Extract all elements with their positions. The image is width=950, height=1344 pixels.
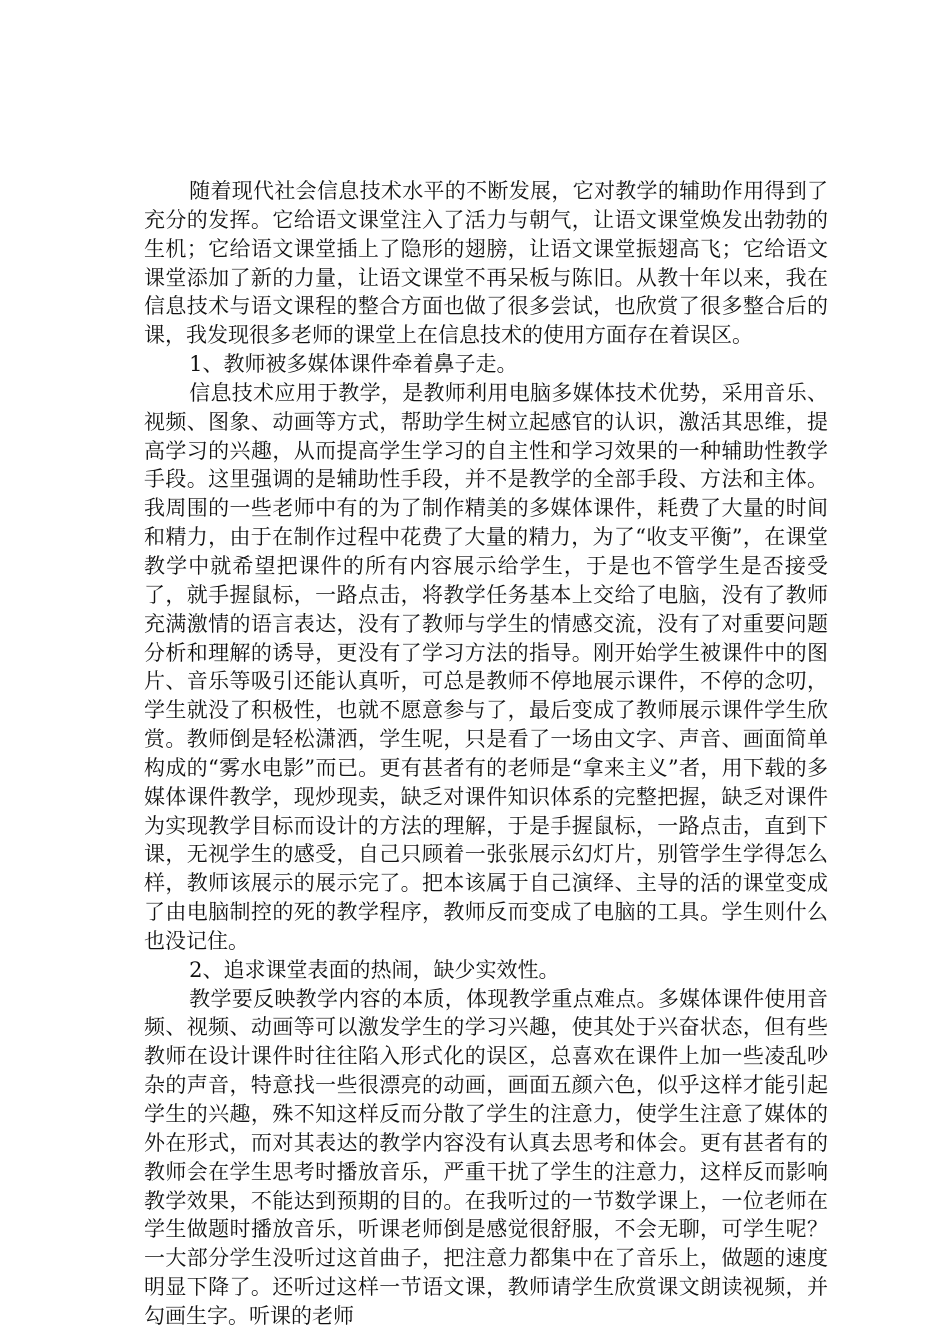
intro-paragraph: 随着现代社会信息技术水平的不断发展，它对教学的辅助作用得到了充分的发挥。它给语文课堂注入了活力与朝气，让语文课堂焕发出勃勃的生机；它给语文课堂插上了隐形的翅膀，让语文课堂振翅高飞；它给语文课堂添加了新的力量，让语文课堂不再呆板与陈旧。从教十年以来，我在信息技术与语文课程的整合方面也做了很多尝试，也欣赏了很多整合后的课，我发现很多老师的课堂上在信息技术的使用方面存在着误区。: [144, 179, 828, 348]
section-1-paragraph: 信息技术应用于教学，是教师利用电脑多媒体技术优势，采用音乐、视频、图象、动画等方式，帮助学生树立起感官的认识，激活其思维，提高学习的兴趣，从而提高学生学习的自主性和学习效果的一种辅助性教学手段。这里强调的是辅助性手段，并不是教学的全部手段、方法和主体。我周围的一些老师中有的为了制作精美的多媒体课件，耗费了大量的时间和精力，由于在制作过程中花费了大量的精力，为了“收支平衡”，在课堂教学中就希望把课件的所有内容展示给学生，于是也不管学生是否接受了，就手握鼠标，一路点击，将教学任务基本上交给了电脑，没有了教师充满激情的语言表达，没有了教师与学生的情感交流，没有了对重要问题分析和理解的诱导，更没有了学习方法的指导。刚开始学生被课件中的图片、音乐等吸引还能认真听，可总是教师不停地展示课件，不停的念叨，学生就没了积极性，也就不愿意参与了，最后变成了教师展示课件学生欣赏。教师倒是轻松潇洒，学生呢，只是看了一场由文字、声音、画面简单构成的“雾水电影”而已。更有甚者有的老师是“拿来主义”者，用下载的多媒体课件教学，现炒现卖，缺乏对课件知识体系的完整把握，缺乏对课件为实现教学目标而设计的方法的理解，于是手握鼠标，一路点击，直到下课，无视学生的感受，自己只顾着一张张展示幻灯片，别管学生学得怎么样，教师该展示的展示完了。把本该属于自己演绎、主导的活的课堂变成了由电脑制控的死的教学程序，教师反而变成了电脑的工具。学生则什么也没记住。: [144, 380, 828, 953]
section-1-heading: 1、教师被多媒体课件牵着鼻子走。: [189, 352, 518, 377]
section-2-heading: 2、追求课堂表面的热闹，缺少实效性。: [189, 957, 560, 982]
section-2-paragraph: 教学要反映教学内容的本质，体现教学重点难点。多媒体课件使用音频、视频、动画等可以激发学生的学习兴趣，使其处于兴奋状态，但有些教师在设计课件时往往陷入形式化的误区，总喜欢在课件上加一些凌乱吵杂的声音，特意找一些很漂亮的动画，画面五颜六色，似乎这样才能引起学生的兴趣，殊不知这样反而分散了学生的注意力，使学生注意了媒体的外在形式，而对其表达的教学内容没有认真去思考和体会。更有甚者有的教师会在学生思考时播放音乐，严重干扰了学生的注意力，这样反而影响教学效果，不能达到预期的目的。在我听过的一节数学课上，一位老师在学生做题时播放音乐，听课老师倒是感觉很舒服，不会无聊，可学生呢？一大部分学生没听过这首曲子，把注意力都集中在了音乐上，做题的速度明显下降了。还听过这样一节语文课，教师请学生欣赏课文朗读视频，并勾画生字。听课的老师: [144, 986, 828, 1328]
document-body: [144, 177, 828, 1331]
